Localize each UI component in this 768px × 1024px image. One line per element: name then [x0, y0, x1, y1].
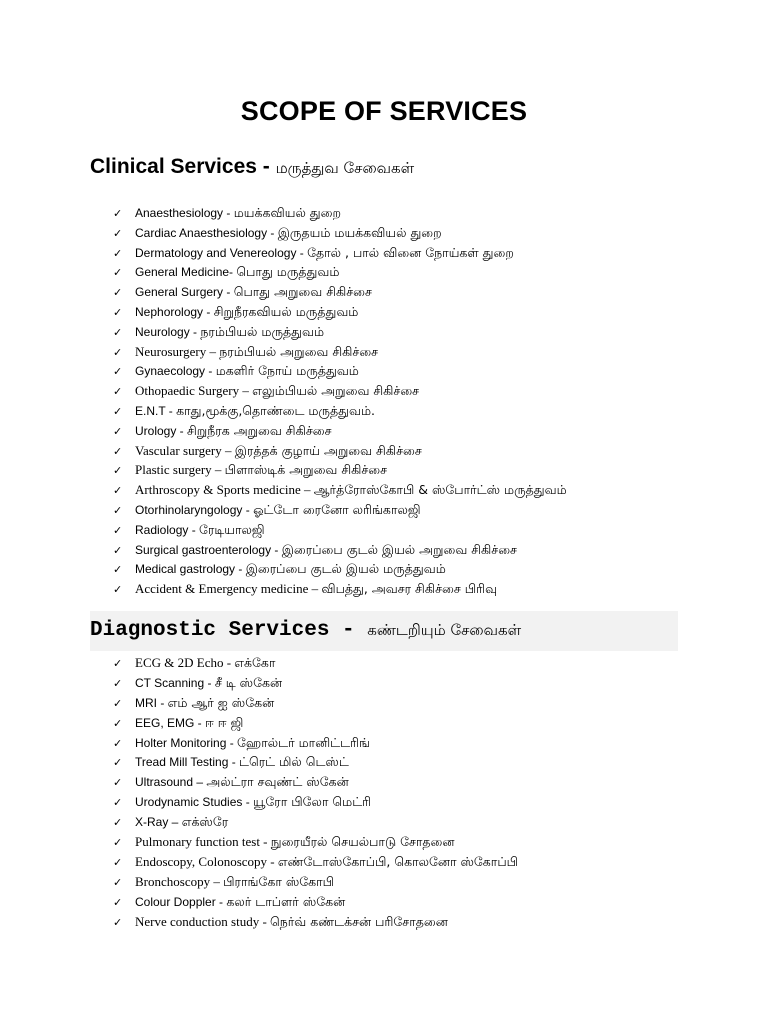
clinical-service-item-tamil: தோல் , பால் வினை நோய்கள் துறை — [307, 244, 514, 260]
diagnostic-service-item-tamil: பிராங்கோ ஸ்கோபி — [223, 873, 335, 889]
diagnostic-service-item-english: Tread Mill Testing - — [135, 755, 240, 770]
checkmark-icon: ✓ — [113, 266, 123, 280]
clinical-service-item — [113, 203, 567, 223]
checkmark-icon: ✓ — [113, 895, 123, 909]
clinical-service-item-english: Vascular surgery – — [135, 442, 235, 458]
diagnostic-service-item-tamil: நெர்வ் கண்டக்சன் பரிசோதனை — [270, 913, 448, 929]
diagnostic-service-item-english: EEG, EMG - — [135, 715, 206, 730]
diagnostic-service-item — [113, 812, 518, 832]
diagnostic-service-item-tamil: சீ டி ஸ்கேன் — [214, 674, 283, 690]
checkmark-icon: ✓ — [113, 543, 123, 557]
clinical-service-item-tamil: விபத்து, அவசர சிகிச்சை பிரிவு — [321, 581, 498, 597]
diagnostic-service-item-tamil: எம் ஆர் ஐ ஸ்கேன் — [167, 694, 275, 710]
diagnostic-service-item-english: CT Scanning - — [135, 675, 215, 690]
checkmark-icon: ✓ — [113, 325, 123, 339]
clinical-service-item-english: General Surgery - — [135, 285, 234, 300]
clinical-service-item-tamil: இருதயம் மயக்கவியல் துறை — [277, 224, 442, 240]
diagnostic-service-item — [113, 792, 518, 812]
checkmark-icon: ✓ — [113, 464, 123, 478]
diagnostic-service-item-tamil: யூரோ பிலோ மெட்ரி — [253, 794, 372, 810]
clinical-service-item — [113, 401, 567, 421]
diagnostic-services-list — [113, 653, 518, 931]
checkmark-icon: ✓ — [113, 796, 123, 810]
diagnostic-service-item-tamil: ட்ரெட் மில் டெஸ்ட் — [239, 754, 349, 770]
diagnostic-service-item — [113, 713, 518, 733]
clinical-service-item-english: Arthroscopy & Sports medicine – — [135, 482, 314, 498]
checkmark-icon: ✓ — [113, 657, 123, 670]
clinical-service-item-english: Othopaedic Surgery – — [135, 383, 253, 399]
clinical-service-item-tamil: மயக்கவியல் துறை — [233, 205, 341, 220]
diagnostic-service-item — [113, 752, 518, 772]
clinical-service-item — [113, 302, 567, 322]
diagnostic-service-item-tamil: அல்ட்ரா சவுண்ட் ஸ்கேன் — [206, 774, 349, 790]
checkmark-icon: ✓ — [113, 583, 123, 597]
clinical-service-item — [113, 243, 567, 263]
diagnostic-service-item-english: ECG & 2D Echo - — [135, 655, 235, 670]
clinical-service-item — [113, 342, 567, 362]
clinical-service-item — [113, 579, 567, 599]
clinical-service-item-tamil: ஆர்த்ரோஸ்கோபி & ஸ்போர்ட்ஸ் மருத்துவம் — [313, 482, 567, 498]
clinical-heading-en: Clinical Services - — [90, 155, 276, 178]
clinical-service-item-tamil: ரேடியாலஜி — [199, 521, 265, 537]
checkmark-icon: ✓ — [113, 696, 123, 710]
checkmark-icon: ✓ — [113, 716, 123, 730]
diagnostic-service-item — [113, 673, 518, 693]
clinical-service-item-english: Dermatology and Venereology - — [135, 245, 308, 260]
clinical-service-item — [113, 282, 567, 302]
clinical-service-item-tamil: ஓட்டோ ரைனோ லரிங்காலஜி — [253, 501, 421, 517]
diagnostic-service-item — [113, 872, 518, 892]
diagnostic-service-item-tamil: கலர் டாப்ளர் ஸ்கேன் — [226, 893, 346, 909]
clinical-service-item-tamil: சிறுநீரகவியல் மருத்துவம் — [213, 303, 359, 319]
diagnostic-service-item-tamil: எக்கோ — [234, 655, 276, 670]
clinical-services-list — [113, 203, 567, 599]
diagnostic-service-item-english: Bronchoscopy – — [135, 873, 224, 889]
diagnostic-service-item-tamil: எண்டோஸ்கோப்பி, கொலனோ ஸ்கோப்பி — [277, 853, 519, 869]
clinical-service-item-tamil: எலும்பியல் அறுவை சிகிச்சை — [252, 383, 420, 399]
diagnostic-service-item-english: Colour Doppler - — [135, 894, 227, 909]
clinical-service-item-english: Gynaecology - — [135, 364, 216, 379]
clinical-service-item-tamil: சிறுநீரக அறுவை சிகிச்சை — [187, 422, 332, 438]
checkmark-icon: ✓ — [113, 676, 123, 690]
clinical-service-item-english: Neurosurgery – — [135, 343, 220, 359]
checkmark-icon: ✓ — [113, 776, 123, 790]
diagnostic-service-item-tamil: ஹோல்டர் மானிட்டரிங் — [237, 734, 370, 750]
diagnostic-service-item — [113, 653, 518, 673]
clinical-service-item-tamil: மகளிர் நோய் மருத்துவம் — [215, 363, 359, 379]
checkmark-icon: ✓ — [113, 305, 123, 319]
diagnostic-service-item — [113, 892, 518, 912]
clinical-service-item-english: Anaesthesiology - — [135, 206, 234, 220]
diagnostic-services-heading — [90, 619, 521, 642]
checkmark-icon: ✓ — [113, 424, 123, 438]
clinical-service-item-tamil: பொது அறுவை சிகிச்சை — [233, 284, 372, 300]
diagnostic-service-item-english: Holter Monitoring - — [135, 735, 238, 750]
clinical-service-item — [113, 480, 567, 500]
checkmark-icon: ✓ — [113, 756, 123, 770]
diagnostic-service-item — [113, 693, 518, 713]
diagnostic-service-item-english: Endoscopy, Colonoscopy - — [135, 853, 278, 869]
clinical-service-item — [113, 460, 567, 480]
clinical-service-item — [113, 361, 567, 381]
diagnostic-heading-en: Diagnostic Services - — [90, 619, 368, 642]
checkmark-icon: ✓ — [113, 385, 123, 399]
clinical-service-item-tamil: நரம்பியல் மருத்துவம் — [200, 323, 325, 339]
checkmark-icon: ✓ — [113, 286, 123, 300]
clinical-service-item — [113, 421, 567, 441]
checkmark-icon: ✓ — [113, 207, 123, 220]
checkmark-icon: ✓ — [113, 875, 123, 889]
clinical-service-item-english: Cardiac Anaesthesiology - — [135, 225, 278, 240]
checkmark-icon: ✓ — [113, 444, 123, 458]
clinical-service-item-english: Surgical gastroenterology - — [135, 542, 282, 557]
clinical-service-item-tamil: பொது மருத்துவம் — [236, 264, 340, 280]
diagnostic-service-item — [113, 772, 518, 792]
clinical-service-item-tamil: பிளாஸ்டிக் அறுவை சிகிச்சை — [224, 462, 388, 478]
clinical-service-item — [113, 500, 567, 520]
checkmark-icon: ✓ — [113, 816, 123, 830]
checkmark-icon: ✓ — [113, 503, 123, 517]
checkmark-icon: ✓ — [113, 915, 123, 929]
checkmark-icon: ✓ — [113, 836, 123, 850]
clinical-service-item — [113, 223, 567, 243]
checkmark-icon: ✓ — [113, 563, 123, 577]
checkmark-icon: ✓ — [113, 484, 123, 498]
diagnostic-service-item-english: Nerve conduction study - — [135, 913, 271, 929]
diagnostic-service-item-english: X-Ray – — [135, 815, 182, 830]
diagnostic-service-item — [113, 852, 518, 872]
clinical-service-item-english: Neurology - — [135, 324, 201, 339]
clinical-service-item-english: Radiology - — [135, 522, 200, 537]
checkmark-icon: ✓ — [113, 246, 123, 260]
page-title: SCOPE OF SERVICES — [240, 96, 528, 126]
clinical-service-item — [113, 262, 567, 282]
checkmark-icon: ✓ — [113, 365, 123, 379]
clinical-services-heading — [90, 155, 414, 179]
clinical-service-item-tamil: இரைப்பை குடல் இயல் மருத்துவம் — [245, 561, 446, 577]
clinical-service-item-tamil: நரம்பியல் அறுவை சிகிச்சை — [219, 343, 379, 359]
clinical-service-item-tamil: இரைப்பை குடல் இயல் அறுவை சிகிச்சை — [281, 541, 517, 557]
clinical-service-item — [113, 381, 567, 401]
checkmark-icon: ✓ — [113, 345, 123, 359]
clinical-service-item-english: Otorhinolaryngology - — [135, 502, 254, 517]
diagnostic-heading-ta: கண்டறியும் சேவைகள் — [367, 621, 522, 639]
checkmark-icon: ✓ — [113, 855, 123, 869]
checkmark-icon: ✓ — [113, 404, 123, 418]
checkmark-icon: ✓ — [113, 523, 123, 537]
diagnostic-service-item-english: Pulmonary function test - — [135, 834, 271, 850]
clinical-service-item — [113, 322, 567, 342]
clinical-service-item — [113, 520, 567, 540]
diagnostic-service-item — [113, 912, 518, 932]
clinical-service-item-english: Plastic surgery – — [135, 462, 225, 478]
diagnostic-service-item-english: MRI - — [135, 695, 168, 710]
diagnostic-service-item-tamil: எக்ஸ்ரே — [181, 814, 229, 830]
clinical-service-item-tamil: காது,மூக்கு,தொண்டை மருத்துவம். — [176, 402, 375, 418]
clinical-service-item-english: Nephorology - — [135, 304, 214, 319]
clinical-service-item — [113, 441, 567, 461]
clinical-service-item-english: Urology - — [135, 423, 188, 438]
clinical-service-item-english: Accident & Emergency medicine – — [135, 581, 322, 597]
diagnostic-service-item-tamil: நுரையீரல் செயல்பாடு சோதனை — [270, 834, 455, 850]
diagnostic-service-item-english: Urodynamic Studies - — [135, 795, 254, 810]
clinical-service-item — [113, 559, 567, 579]
clinical-service-item — [113, 540, 567, 560]
clinical-service-item-english: General Medicine- — [135, 265, 237, 280]
checkmark-icon: ✓ — [113, 736, 123, 750]
clinical-service-item-tamil: இரத்தக் குழாய் அறுவை சிகிச்சை — [234, 442, 422, 458]
checkmark-icon: ✓ — [113, 226, 123, 240]
diagnostic-service-item-english: Ultrasound – — [135, 775, 207, 790]
clinical-service-item-english: E.N.T - — [135, 403, 177, 418]
diagnostic-service-item-tamil: ஈ ஈ ஜி — [205, 714, 244, 730]
diagnostic-service-item — [113, 832, 518, 852]
clinical-heading-ta: மருத்துவ சேவைகள் — [275, 159, 415, 177]
diagnostic-service-item — [113, 733, 518, 753]
clinical-service-item-english: Medical gastrology - — [135, 562, 246, 577]
